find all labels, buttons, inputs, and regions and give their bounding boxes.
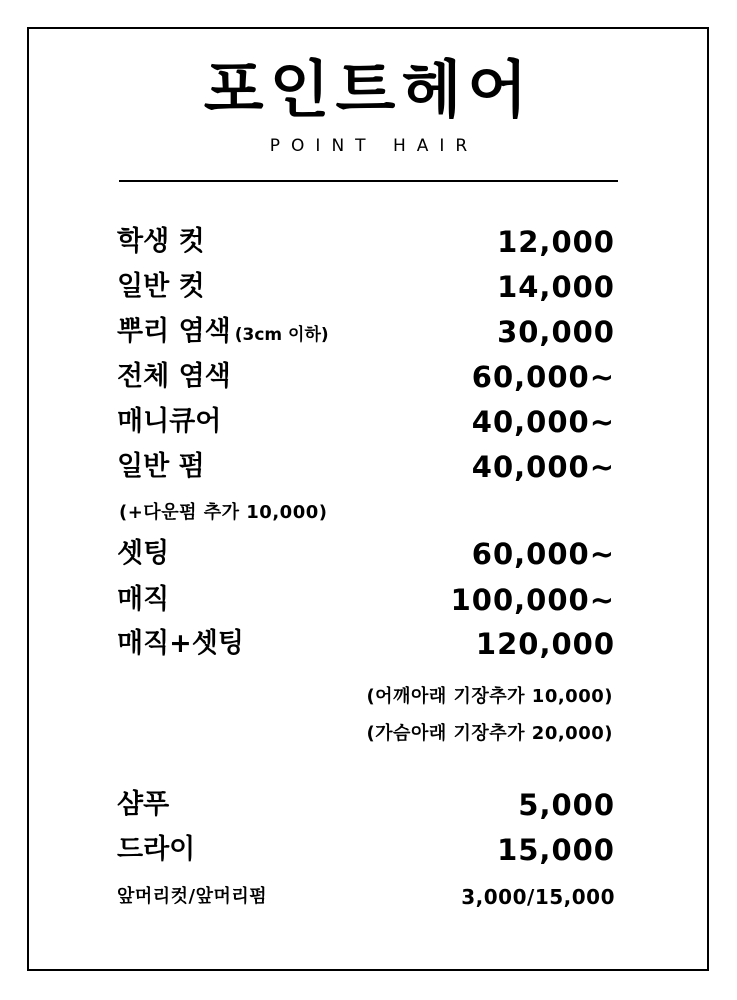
shoulder-length-note: (어깨아래 기장추가 10,000)	[366, 686, 613, 707]
menu-item-name: 매직	[117, 584, 170, 615]
menu-item-price: 5,000	[518, 788, 615, 822]
menu-item-full-dye	[117, 355, 615, 399]
menu-item-student-cut	[117, 220, 615, 264]
menu-item-price: 3,000/15,000	[461, 885, 615, 909]
menu-item-name: 매니큐어	[117, 406, 222, 437]
menu-item-price: 120,000	[475, 627, 615, 661]
menu-item-name-note: (3cm 이하)	[234, 325, 329, 345]
menu-item-price: 12,000	[497, 225, 615, 259]
menu-item-price: 40,000~	[471, 450, 615, 484]
menu-item-magic	[117, 578, 615, 622]
menu-item-regular-perm	[117, 445, 615, 489]
menu-item-bangs	[117, 875, 615, 919]
perm-extra-note: (+다운펌 추가 10,000)	[119, 502, 328, 523]
menu-item-price: 60,000~	[471, 537, 615, 571]
menu-item-price: 15,000	[497, 833, 615, 867]
menu-item-name: 셋팅	[117, 538, 170, 569]
chest-length-note: (가슴아래 기장추가 20,000)	[366, 723, 613, 744]
shop-title: 포인트헤어	[203, 53, 534, 126]
menu-item-price: 60,000~	[471, 360, 615, 394]
menu-item-name: 샴푸	[117, 789, 170, 820]
menu-item-manicure	[117, 400, 615, 444]
shop-subtitle: POINT HAIR	[269, 136, 479, 156]
menu-item-magic-setting	[117, 622, 615, 666]
menu-item-price: 30,000	[497, 315, 615, 349]
menu-item-name: 매직+셋팅	[117, 628, 244, 659]
menu-item-root-dye	[117, 310, 615, 354]
menu-item-dry	[117, 828, 615, 872]
menu-item-name-text: 뿌리 염색	[117, 316, 231, 347]
menu-item-setting	[117, 532, 615, 576]
menu-item-name: 전체 염색	[117, 361, 231, 392]
menu-item-name: 일반 컷	[117, 271, 205, 302]
menu-item-name: 학생 컷	[117, 226, 205, 257]
header-divider	[119, 180, 618, 182]
menu-item-regular-cut	[117, 265, 615, 309]
menu-item-price: 40,000~	[471, 405, 615, 439]
menu-item-price: 14,000	[497, 270, 615, 304]
menu-item-shampoo	[117, 783, 615, 827]
menu-item-name: 일반 펌	[117, 451, 205, 482]
menu-item-name: 앞머리컷/앞머리펌	[117, 886, 268, 907]
menu-item-name	[117, 310, 329, 357]
menu-item-name: 드라이	[117, 834, 196, 865]
menu-item-price: 100,000~	[450, 583, 615, 617]
